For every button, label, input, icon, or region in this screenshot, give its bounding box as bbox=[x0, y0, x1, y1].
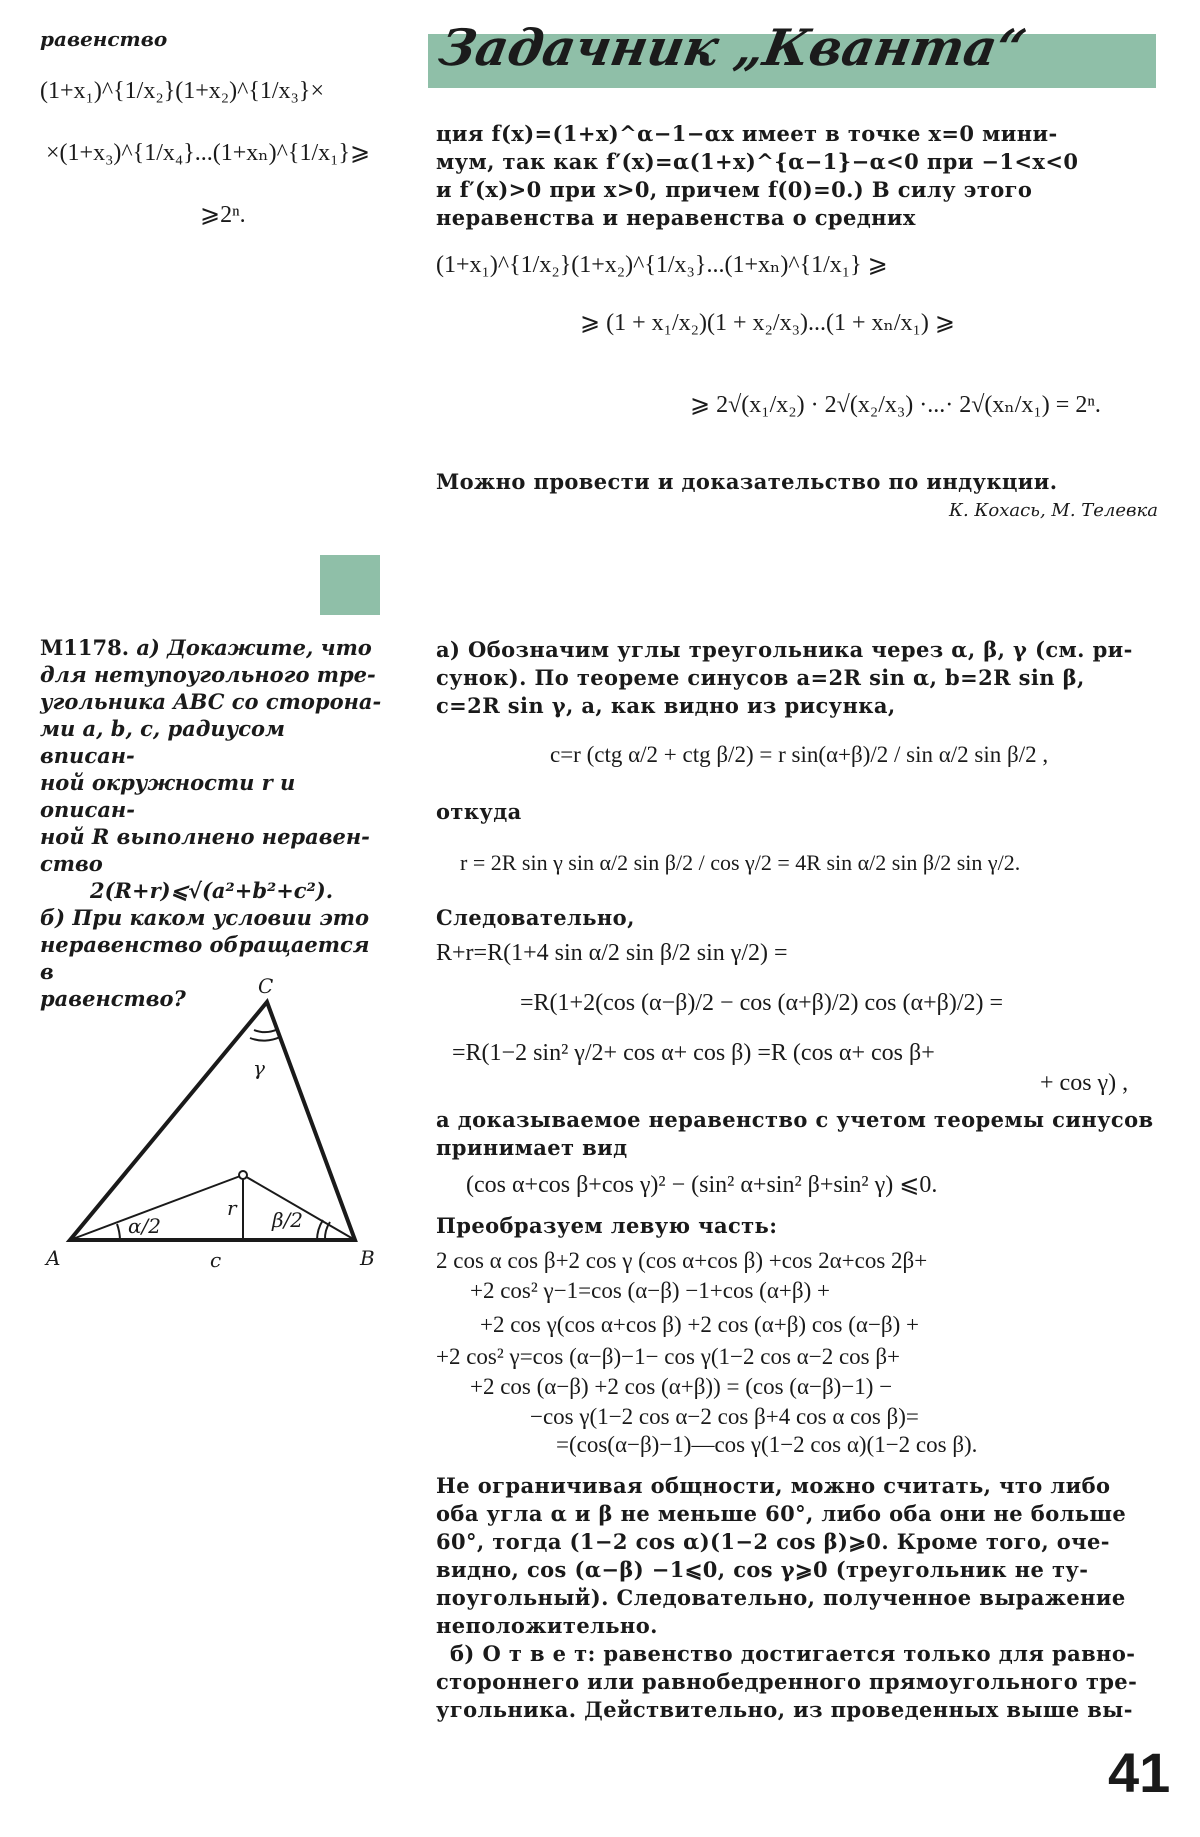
label-c: C bbox=[258, 975, 274, 998]
right-line-3: и f′(x)>0 при x>0, причем f(0)=0.) В силу этого bbox=[436, 177, 1033, 202]
sol-p1-2: c=2R sin γ, а, как видно из рисунка, bbox=[436, 693, 896, 718]
angle-arc-a bbox=[117, 1224, 120, 1240]
formula-product-1: (1+x₁)^{1/x₂}(1+x₂)^{1/x₃}× bbox=[40, 78, 324, 104]
transform-5: −cos γ(1−2 cos α−2 cos β+4 cos α cos β)= bbox=[530, 1404, 919, 1429]
page-number: 41 bbox=[1108, 1741, 1171, 1804]
sol-p3-2: 60°, тогда (1−2 cos α)(1−2 cos β)⩾0. Кроме того, оче- bbox=[436, 1529, 1110, 1554]
problem-line-2: угольника ABC со сторона- bbox=[40, 689, 382, 714]
sol-p3-3: видно, cos (α−β) −1⩽0, cos γ⩾0 (треугольник не ту- bbox=[436, 1557, 1089, 1582]
preob: Преобразуем левую часть: bbox=[436, 1213, 778, 1238]
problem-line-0: а) Докажите, что bbox=[136, 635, 372, 660]
sol-p1-0: а) Обозначим углы треугольника через α, β, γ (см. ри- bbox=[436, 637, 1133, 662]
target-inequality: (cos α+cos β+cos γ)² − (sin² α+sin² β+sin² γ) ⩽0. bbox=[466, 1172, 938, 1198]
right-line-2: мум, так как f′(x)=α(1+x)^{α−1}−α<0 при −1<x<0 bbox=[436, 149, 1079, 174]
label-b: B bbox=[360, 1246, 375, 1270]
problem-line-3: ми a, b, c, радиусом вписан- bbox=[40, 716, 285, 768]
problem-inequality: 2(R+r)⩽√(a²+b²+c²). bbox=[90, 878, 334, 903]
otkuda: откуда bbox=[436, 799, 522, 824]
label-side-c: c bbox=[210, 1248, 222, 1272]
section-title: Задачник „Кванта“ bbox=[434, 18, 1031, 77]
sol-p3-1: оба угла α и β не меньше 60°, либо оба они не больше bbox=[436, 1501, 1127, 1526]
means-ineq-2: ⩾ (1 + x₁/x₂)(1 + x₂/x₃)...(1 + xₙ/x₁) ⩾ bbox=[580, 310, 955, 336]
means-ineq-1: (1+x₁)^{1/x₂}(1+x₂)^{1/x₃}...(1+xₙ)^{1/x₁} ⩾ bbox=[436, 252, 888, 278]
decorative-square bbox=[320, 555, 380, 615]
incenter-point bbox=[239, 1171, 247, 1179]
problem-line-5: ной R выполнено неравен- bbox=[40, 824, 370, 849]
authors: К. Кохась, М. Телевка bbox=[949, 500, 1158, 521]
label-alpha2: α/2 bbox=[128, 1214, 161, 1238]
transform-4: +2 cos (α−β) +2 cos (α+β)) = (cos (α−β)−1) − bbox=[470, 1374, 893, 1399]
eq-sum-2: =R(1+2(cos (α−β)/2 − cos (α+β)/2) cos (α+β)/2) = bbox=[520, 990, 1004, 1016]
right-line-4: неравенства и неравенства о средних bbox=[436, 205, 916, 230]
sol-p4-1: стороннего или равнобедренного прямоугольного тре- bbox=[436, 1669, 1138, 1694]
problem-line-1: для нетупоугольного тре- bbox=[40, 662, 376, 687]
label-gamma: γ bbox=[253, 1056, 265, 1080]
label-r: r bbox=[227, 1196, 237, 1220]
sol-p1-1: сунок). По теореме синусов a=2R sin α, b=2R sin β, bbox=[436, 665, 1085, 690]
problem-b-line-0: б) При каком условии это bbox=[40, 905, 369, 930]
label-a: A bbox=[46, 1246, 61, 1270]
sol-p3-0: Не ограничивая общности, можно считать, что либо bbox=[436, 1473, 1111, 1498]
problem-b-line-2: равенство? bbox=[40, 986, 186, 1011]
angle-arc-b2 bbox=[325, 1222, 330, 1240]
problem-line-6: ство bbox=[40, 851, 103, 876]
problem-line-4: ной окружности r и описан- bbox=[40, 770, 296, 822]
transform-3: +2 cos² γ=cos (α−β)−1− cos γ(1−2 cos α−2 cos β+ bbox=[436, 1344, 901, 1369]
sol-p4-2: угольника. Действительно, из проведенных выше вы- bbox=[436, 1697, 1133, 1722]
angle-arc-b1 bbox=[317, 1220, 323, 1240]
eq-c: c=r (ctg α/2 + ctg β/2) = r sin(α+β)/2 / sin α/2 sin β/2 , bbox=[550, 742, 1049, 767]
label-beta2: β/2 bbox=[272, 1208, 304, 1232]
sol-p2-b: принимает вид bbox=[436, 1135, 628, 1160]
sol-p2-a: а доказываемое неравенство с учетом теоремы синусов bbox=[436, 1107, 1154, 1132]
triangle-abc bbox=[70, 1002, 355, 1240]
transform-6: =(cos(α−β)−1)—cos γ(1−2 cos α)(1−2 cos β). bbox=[556, 1432, 978, 1457]
problem-id: M1178. bbox=[40, 635, 130, 660]
triangle-figure bbox=[40, 975, 385, 1275]
sol-p4-0: б) О т в е т: равенство достигается только для равно- bbox=[450, 1641, 1136, 1666]
sled: Следовательно, bbox=[436, 905, 635, 930]
problem-statement bbox=[40, 634, 385, 1012]
formula-product-2: ×(1+x₃)^{1/x₄}...(1+xₙ)^{1/x₁}⩾ bbox=[46, 140, 371, 166]
eq-sum-1: R+r=R(1+4 sin α/2 sin β/2 sin γ/2) = bbox=[436, 940, 788, 966]
eq-r: r = 2R sin γ sin α/2 sin β/2 / cos γ/2 = 4R sin α/2 sin β/2 sin γ/2. bbox=[460, 850, 1021, 875]
angle-arc-c1 bbox=[250, 1037, 280, 1041]
eq-sum-4: + cos γ) , bbox=[1040, 1070, 1129, 1096]
sol-p3-5: неположительно. bbox=[436, 1613, 658, 1638]
eq-sum-3: =R(1−2 sin² γ/2+ cos α+ cos β) =R (cos α+ cos β+ bbox=[452, 1040, 935, 1066]
left-label: равенство bbox=[40, 27, 168, 51]
induction-note: Можно провести и доказательство по индукции. bbox=[436, 469, 1058, 494]
right-line-1: ция f(x)=(1+x)^α−1−αx имеет в точке x=0 мини- bbox=[436, 121, 1058, 146]
transform-2: +2 cos γ(cos α+cos β) +2 cos (α+β) cos (α−β) + bbox=[480, 1312, 919, 1337]
formula-product-3: ⩾2ⁿ. bbox=[200, 202, 246, 228]
means-ineq-3: ⩾ 2√(x₁/x₂) · 2√(x₂/x₃) ·...· 2√(xₙ/x₁) = 2ⁿ. bbox=[690, 392, 1101, 418]
problem-b-line-1: неравенство обращается в bbox=[40, 932, 370, 984]
sol-p3-4: поугольный). Следовательно, полученное выражение bbox=[436, 1585, 1126, 1610]
transform-0: 2 cos α cos β+2 cos γ (cos α+cos β) +cos 2α+cos 2β+ bbox=[436, 1248, 928, 1273]
angle-arc-c2 bbox=[254, 1029, 278, 1032]
transform-1: +2 cos² γ−1=cos (α−β) −1+cos (α+β) + bbox=[470, 1278, 830, 1303]
